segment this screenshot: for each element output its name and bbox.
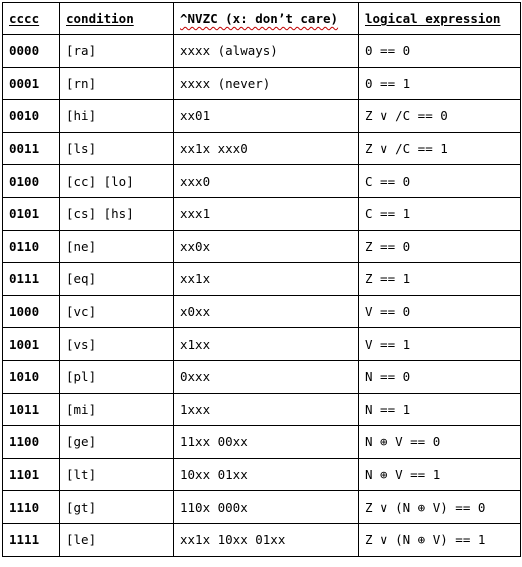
code-cell: 1101: [3, 458, 60, 491]
table-row: [3, 132, 521, 165]
header-condition-label: condition: [66, 11, 134, 26]
table-row: [3, 230, 521, 263]
code-cell: 0101: [3, 197, 60, 230]
code-cell: 1010: [3, 360, 60, 393]
condition-cell: [le]: [60, 523, 174, 556]
expression-cell: V == 0: [359, 295, 521, 328]
flags-cell: x0xx: [174, 295, 359, 328]
condition-cell: [gt]: [60, 491, 174, 524]
expression-cell: 0 == 1: [359, 67, 521, 100]
table-row: [3, 523, 521, 556]
flags-cell: xxx0: [174, 165, 359, 198]
expression-cell: N == 0: [359, 360, 521, 393]
condition-cell: [cs] [hs]: [60, 197, 174, 230]
expression-cell: N ⊕ V == 0: [359, 426, 521, 459]
header-row: [3, 3, 521, 35]
code-cell: 1001: [3, 328, 60, 361]
code-cell: 0011: [3, 132, 60, 165]
expression-cell: N ⊕ V == 1: [359, 458, 521, 491]
flags-cell: x1xx: [174, 328, 359, 361]
condition-cell: [eq]: [60, 263, 174, 296]
condition-cell: [cc] [lo]: [60, 165, 174, 198]
table-row: [3, 426, 521, 459]
table-row: [3, 35, 521, 68]
code-cell: 0100: [3, 165, 60, 198]
code-cell: 0000: [3, 35, 60, 68]
expression-cell: N == 1: [359, 393, 521, 426]
condition-code-table: [2, 2, 521, 557]
code-cell: 1000: [3, 295, 60, 328]
code-cell: 0010: [3, 100, 60, 133]
flags-cell: xx01: [174, 100, 359, 133]
flags-cell: xx1x xxx0: [174, 132, 359, 165]
expression-cell: Z ∨ (N ⊕ V) == 1: [359, 523, 521, 556]
table-row: [3, 197, 521, 230]
condition-cell: [hi]: [60, 100, 174, 133]
table-body: [3, 35, 521, 557]
header-flags-label: ^NVZC (x: don’t care): [180, 11, 339, 26]
flags-cell: xxxx (always): [174, 35, 359, 68]
expression-cell: Z ∨ (N ⊕ V) == 0: [359, 491, 521, 524]
table-row: [3, 360, 521, 393]
table-row: [3, 393, 521, 426]
table-row: [3, 295, 521, 328]
expression-cell: C == 1: [359, 197, 521, 230]
code-cell: 1111: [3, 523, 60, 556]
condition-cell: [rn]: [60, 67, 174, 100]
flags-cell: xx0x: [174, 230, 359, 263]
condition-cell: [lt]: [60, 458, 174, 491]
condition-cell: [ra]: [60, 35, 174, 68]
table-row: [3, 263, 521, 296]
expression-cell: C == 0: [359, 165, 521, 198]
expression-cell: Z ∨ /C == 1: [359, 132, 521, 165]
condition-cell: [ge]: [60, 426, 174, 459]
header-condition: [60, 3, 174, 35]
code-cell: 1100: [3, 426, 60, 459]
expression-cell: 0 == 0: [359, 35, 521, 68]
table-row: [3, 328, 521, 361]
header-expression-label: logical expression: [365, 11, 501, 26]
expression-cell: Z ∨ /C == 0: [359, 100, 521, 133]
header-cccc-label: cccc: [9, 11, 40, 26]
table-row: [3, 458, 521, 491]
code-cell: 0110: [3, 230, 60, 263]
condition-cell: [pl]: [60, 360, 174, 393]
condition-cell: [mi]: [60, 393, 174, 426]
code-cell: 1110: [3, 491, 60, 524]
flags-cell: 10xx 01xx: [174, 458, 359, 491]
table-row: [3, 67, 521, 100]
header-cccc: [3, 3, 60, 35]
table-row: [3, 491, 521, 524]
condition-cell: [vs]: [60, 328, 174, 361]
flags-cell: xx1x 10xx 01xx: [174, 523, 359, 556]
flags-cell: 11xx 00xx: [174, 426, 359, 459]
code-cell: 0111: [3, 263, 60, 296]
condition-cell: [vc]: [60, 295, 174, 328]
header-expression: [359, 3, 521, 35]
flags-cell: 0xxx: [174, 360, 359, 393]
table-row: [3, 100, 521, 133]
header-flags: [174, 3, 359, 35]
expression-cell: Z == 1: [359, 263, 521, 296]
table-row: [3, 165, 521, 198]
condition-cell: [ne]: [60, 230, 174, 263]
condition-cell: [ls]: [60, 132, 174, 165]
flags-cell: xxxx (never): [174, 67, 359, 100]
code-cell: 0001: [3, 67, 60, 100]
flags-cell: xxx1: [174, 197, 359, 230]
flags-cell: xx1x: [174, 263, 359, 296]
flags-cell: 1xxx: [174, 393, 359, 426]
code-cell: 1011: [3, 393, 60, 426]
expression-cell: Z == 0: [359, 230, 521, 263]
flags-cell: 110x 000x: [174, 491, 359, 524]
expression-cell: V == 1: [359, 328, 521, 361]
